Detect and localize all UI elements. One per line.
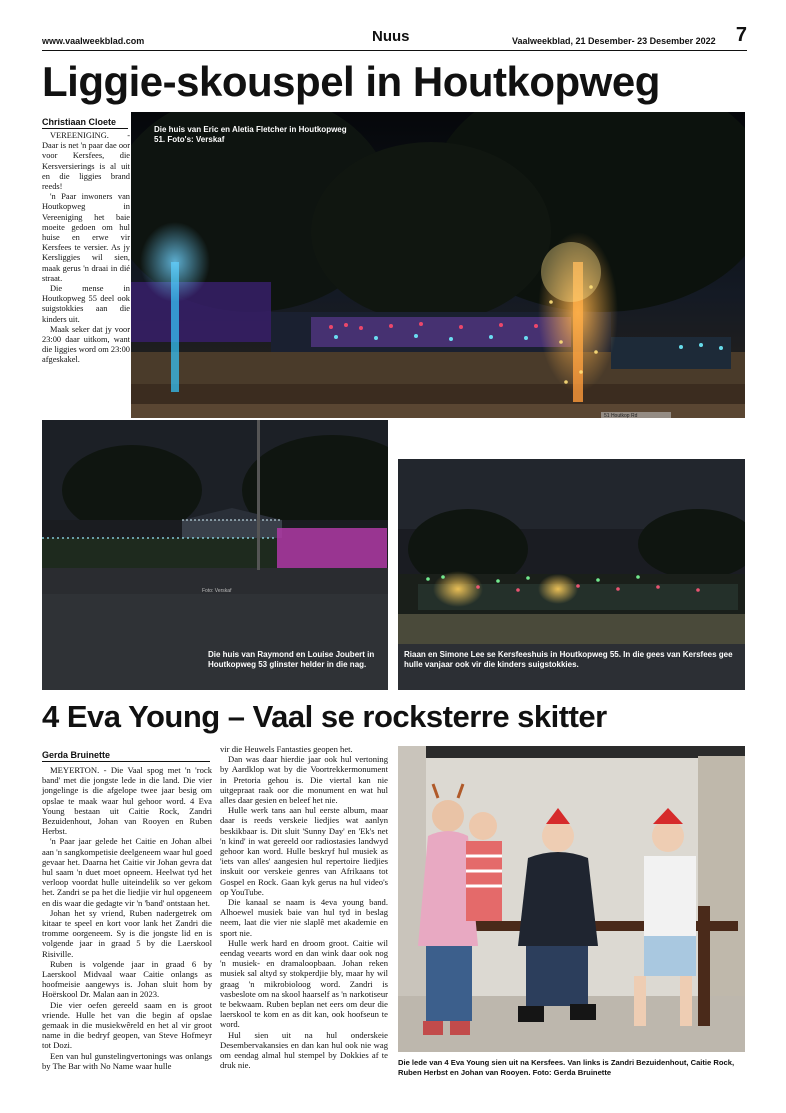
article1-paragraph: Die mense in Houtkopweg 55 deel ook suigstokkies aan die kinders uit. [42,284,130,324]
article2-headline: 4 Eva Young – Vaal se rocksterre skitter [42,699,607,734]
issue-date: Vaalweekblad, 21 Desember- 23 Desember 2022 [512,36,716,46]
section-title: Nuus [372,28,410,45]
article2-column-2 [220,744,388,1071]
band-members-scene [398,746,745,1052]
band-photo-caption: Die lede van 4 Eva Young sien uit na Kersfees. Van links is Zandri Bezuidenhout, Caitie Rock, Ruben Herbst en Johan van Rooyen. Foto: Gerda Bruinette [398,1058,735,1077]
article2-paragraph: Hul sien uit na hul onderskeie Desembervakansies en dan kan hul ook nie wag om eendag almal hul stempel by Dokkies af te druk nie. [220,1029,388,1071]
photo-fletcher-house [131,112,745,418]
website-url[interactable]: www.vaalweekblad.com [42,36,145,46]
photo-fletcher-caption: Die huis van Eric en Aletia Fletcher in Houtkopweg 51. Foto's: Verskaf [154,125,347,144]
photo-lee-caption: Riaan en Simone Lee se Kersfeeshuis in Houtkopweg 55. In die gees van Kersfees gee hulle vanjaar ook vir die kinders suigstokkies. [404,650,733,669]
page-number: 7 [735,24,747,46]
article1-body [42,131,130,366]
night-lights-scene [131,112,745,418]
header-rule [42,50,747,51]
article1-paragraph: Maak seker dat jy voor 23:00 daar uitkom, want die liggies word om 23:00 afgeskakel. [42,324,130,365]
street-sign-text: 51 Houtkop Rd [604,413,638,418]
article2-paragraph: Ruben is volgende jaar in graad 6 by Laerskool Midvaal waar Caitie onlangs as hoofmeisie aangewys is. Johan sluit hom by Hoërskool Dr. Malan aan in 2023. [42,958,212,1000]
article2-paragraph: Die vier oefen gereeld saam en is groot vriende. Hulle het van die begin af opslae gemaak in die musiekwêreld en het al vir groot name in die bedryf geopen, van Steve Hofmeyr tot Dozi. [42,999,212,1051]
photo-4-eva-young-band [398,746,745,1052]
article2-paragraph: Die kanaal se naam is 4eva young band. Alhoewel musiek baie van hul tyd in beslag neem, laat die vier nie slaplê met akademie en sport nie. [220,897,388,938]
photo-joubert-caption: Die huis van Raymond en Louise Joubert in Houtkopweg 53 glinster helder in die nag. [208,650,375,669]
article2-column-1 [42,765,212,1071]
photo-watermark: Foto: Verskaf [202,588,232,594]
article2-paragraph: Hulle werk tans aan hul eerste album, maar daar is reeds verskeie liedjies wat aanlyn beskikbaar is. Dit sluit 'Sunny Day' en 'Ek's net 'n kind' in wat gereeld oor radiostasies landwyd gehoor kan word. Hulle beskryf hul musiek as 'iets van alles' aangesien hul repertoire liedjies inskuit oor verskeie genres van Afrikaans tot Gospel en Rock. Gaan kyk gerus na hul video's op YouTube. [220,805,388,897]
article2-paragraph: vir die Heuwels Fantasties geopen het. [220,744,353,754]
article1-paragraph: VEREENIGING. - Daar is net 'n paar dae oor voor Kersfees, die Kersversierings is al uit en die liggies brand reeds! [42,131,130,192]
article2-byline: Gerda Bruinette [42,750,210,762]
article2-paragraph: 'n Paar jaar gelede het Caitie en Johan albei aan 'n sangkompetisie deelgeneem waar hul goed gevaar het. Daarna het Caitie vir Johan gevra dat hul saam 'n duet moet opneem. Heelwat tyd het verloop voordat hulle uiteindelik so ver gekom het. Zandri se pa het die liedjie vir hul opgeneem en dis waar die gedagte vir 'n 'band' ontstaan het. [42,836,212,908]
article2-paragraph: Hulle werk hard en droom groot. Caitie wil eendag veearts word en dan wink daar ook nog 'n musiek- en dramaloopbaan. Johan reken musiek sal altyd sy stokperdjie bly, maar hy wil graag 'n mikrobioloog word. Zandri is vasbeslote om na skool haarself as 'n narkotiseur te bekwaam. Ruben beplan net eers om deur die laerskool te kom en as dit kan, ook hoofseun te word. [220,937,388,1030]
article2-paragraph: Johan het sy vriend, Ruben nadergetrek om kitaar te speel en kort voor lank het Zandri die tromme oorgeneem. Sy is die jongste lid en is volgende jaar in graad 5 by die Laerskool Risiville. [42,907,212,959]
article1-headline: Liggie-skouspel in Houtkopweg [42,58,660,105]
page-header [42,26,747,48]
article2-paragraph: Dan was daar hierdie jaar ook hul vertoning by Aardklop wat by die Voortrekkermonument in Pretoria gehou is. Die viertal kan nie uitgepraat raak oor die monument en wat hul alles daar gesien en beleef het nie. [220,754,388,806]
article2-paragraph: Een van hul gunstelingvertonings was onlangs by The Bar with No Name waar hulle [42,1050,212,1071]
article1-byline: Christiaan Cloete [42,117,128,129]
article1-paragraph: 'n Paar inwoners van Houtkopweg in Vereeniging het baie moeite gedoen om hul huise en erwe vir Kersfees te versier. As jy Kersliggies wil sien, maak gerus 'n draai in dié straat. [42,192,130,283]
article2-paragraph: MEYERTON. - Die Vaal spog met 'n 'rock band' met die jongste lede in die land. Die vier jongelinge is die afgelope twee jaar besig om opslae te maak waar hul gehoor word. 4 Eva Young bestaan uit Caitie Rock, Zandri Bezuidenhout, Johan van Rooyen en Ruben Herbst. [42,765,212,837]
